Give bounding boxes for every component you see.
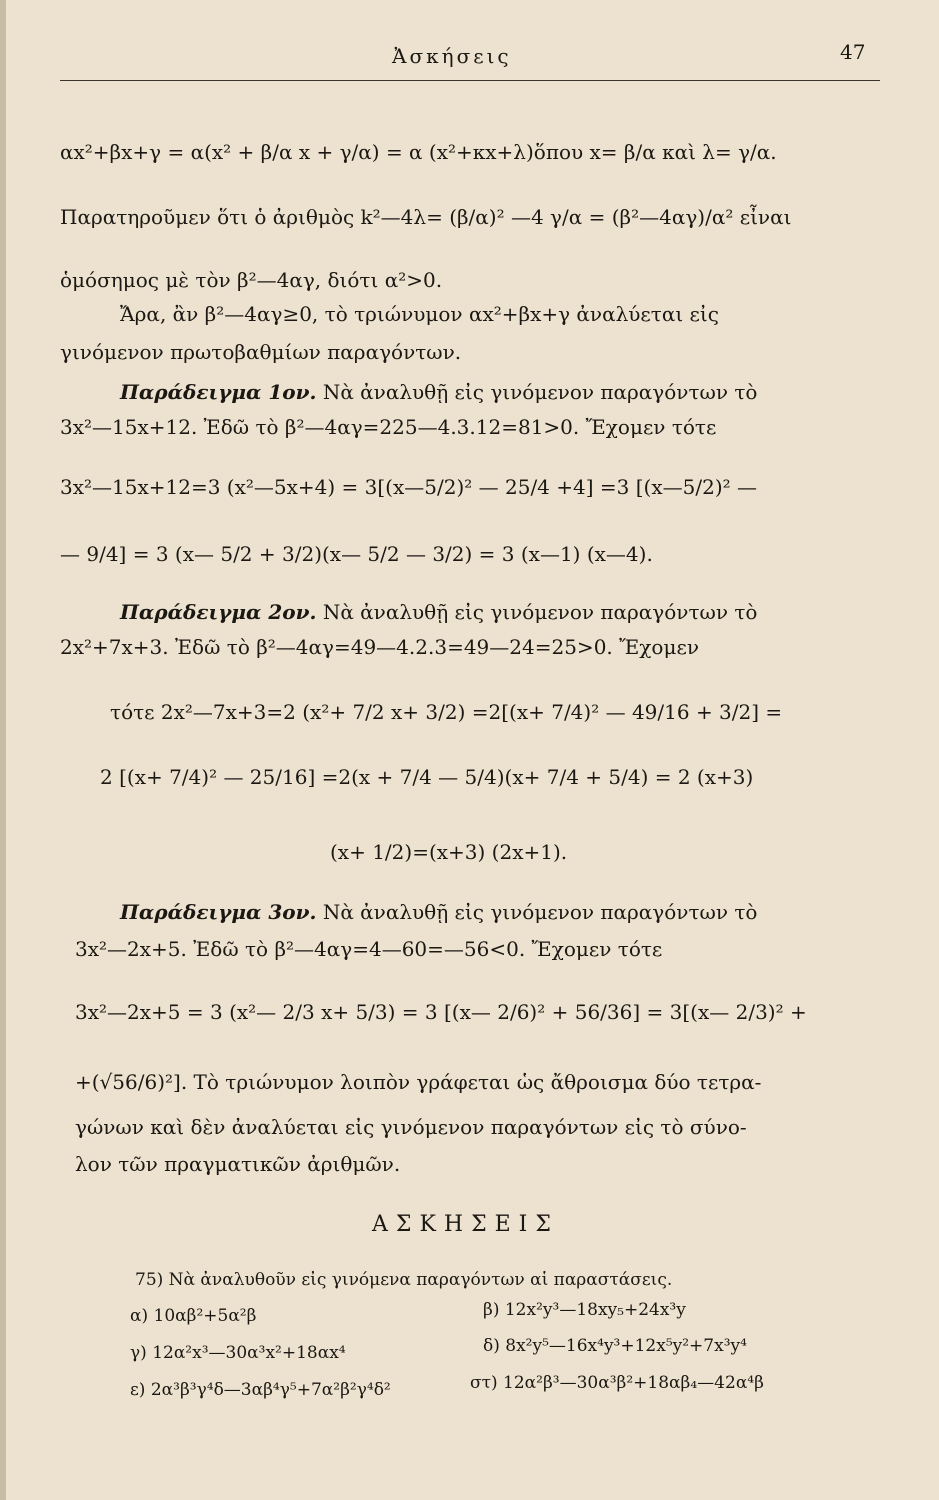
- text-line-2: Παρατηροῦμεν ὅτι ὁ ἀριθμὸς k²—4λ= (β/α)² —4 γ/α = (β²—4αγ)/α² εἶναι: [60, 205, 792, 229]
- exercise-st: στ) 12α²β³—30α³β²+18αβ₄—42α⁴β: [470, 1373, 764, 1393]
- example-3-line-4: +(√56/6)²]. Τὸ τριώνυμον λοιπὸν γράφεται ὡς ἄθροισμα δύο τετρα-: [75, 1070, 762, 1094]
- example-3-line-6: λον τῶν πραγματικῶν ἀριθμῶν.: [75, 1152, 401, 1176]
- example-2-text: Νὰ ἀναλυθῇ εἰς γινόμενον παραγόντων τὸ: [322, 600, 758, 624]
- text-line-5: γινόμενον πρωτοβαθμίων παραγόντων.: [60, 340, 462, 364]
- example-3-line-5: γώνων καὶ δὲν ἀναλύεται εἰς γινόμενον παραγόντων εἰς τὸ σύνο-: [75, 1115, 747, 1139]
- example-2-equation-1: τότε 2x²—7x+3=2 (x²+ 7/2 x+ 3/2) =2[(x+ 7/4)² — 49/16 + 3/2] =: [110, 700, 783, 724]
- example-3-label: Παράδειγμα 3ον.: [120, 900, 317, 924]
- exercise-b: β) 12x²y³—18xy₅+24x³y: [483, 1300, 686, 1320]
- exercise-d: δ) 8x²y⁵—16x⁴y³+12x⁵y²+7x³y⁴: [483, 1336, 747, 1356]
- text-line-3: ὁμόσημος μὲ τὸν β²—4αγ, διότι α²>0.: [60, 268, 443, 292]
- exercises-heading: ΑΣΚΗΣΕΙΣ: [372, 1212, 559, 1237]
- equation-line-1: αx²+βx+γ = α(x² + β/α x + γ/α) = α (x²+κx+λ)ὅπου x= β/α καὶ λ= γ/α.: [60, 140, 777, 164]
- example-1-equation-1: 3x²—15x+12=3 (x²—5x+4) = 3[(x—5/2)² — 25/4 +4] =3 [(x—5/2)² —: [60, 475, 757, 499]
- page-edge: [0, 0, 6, 1500]
- example-1-line-2: 3x²—15x+12. Ἐδῶ τὸ β²—4αγ=225—4.3.12=81>0. Ἔχομεν τότε: [60, 415, 717, 439]
- exercise-c: γ) 12α²x³—30α³x²+18αx⁴: [130, 1343, 346, 1363]
- example-2: [120, 600, 757, 624]
- example-1-label: Παράδειγμα 1ον.: [120, 380, 317, 404]
- example-2-line-2: 2x²+7x+3. Ἐδῶ τὸ β²—4αγ=49—4.2.3=49—24=25>0. Ἔχομεν: [60, 635, 699, 659]
- example-1-equation-2: — 9/4] = 3 (x— 5/2 + 3/2)(x— 5/2 — 3/2) = 3 (x—1) (x—4).: [60, 542, 653, 566]
- exercise-e: ε) 2α³β³γ⁴δ—3αβ⁴γ⁵+7α²β²γ⁴δ²: [130, 1380, 391, 1400]
- example-3: [120, 900, 757, 924]
- example-2-equation-2: 2 [(x+ 7/4)² — 25/16] =2(x + 7/4 — 5/4)(x+ 7/4 + 5/4) = 2 (x+3): [100, 765, 754, 789]
- example-3-line-2: 3x²—2x+5. Ἐδῶ τὸ β²—4αγ=4—60=—56<0. Ἔχομεν τότε: [75, 937, 663, 961]
- example-1: [120, 380, 757, 404]
- example-1-text: Νὰ ἀναλυθῇ εἰς γινόμενον παραγόντων τὸ: [322, 380, 758, 404]
- example-3-equation-1: 3x²—2x+5 = 3 (x²— 2/3 x+ 5/3) = 3 [(x— 2/6)² + 56/36] = 3[(x— 2/3)² +: [75, 1000, 807, 1024]
- header-rule: [60, 80, 880, 81]
- example-2-equation-3: (x+ 1/2)=(x+3) (2x+1).: [330, 840, 568, 864]
- example-3-text: Νὰ ἀναλυθῇ εἰς γινόμενον παραγόντων τὸ: [322, 900, 758, 924]
- page-number: 47: [840, 40, 866, 64]
- exercise-a: α) 10αβ²+5α²β: [130, 1306, 257, 1326]
- exercise-75: 75) Νὰ ἀναλυθοῦν εἰς γινόμενα παραγόντων αἱ παραστάσεις.: [135, 1270, 673, 1290]
- text-line-4: Ἄρα, ἂν β²—4αγ≥0, τὸ τριώνυμον αx²+βx+γ ἀναλύεται εἰς: [120, 302, 719, 326]
- example-2-label: Παράδειγμα 2ον.: [120, 600, 317, 624]
- running-header: Ἀσκήσεις: [392, 44, 512, 68]
